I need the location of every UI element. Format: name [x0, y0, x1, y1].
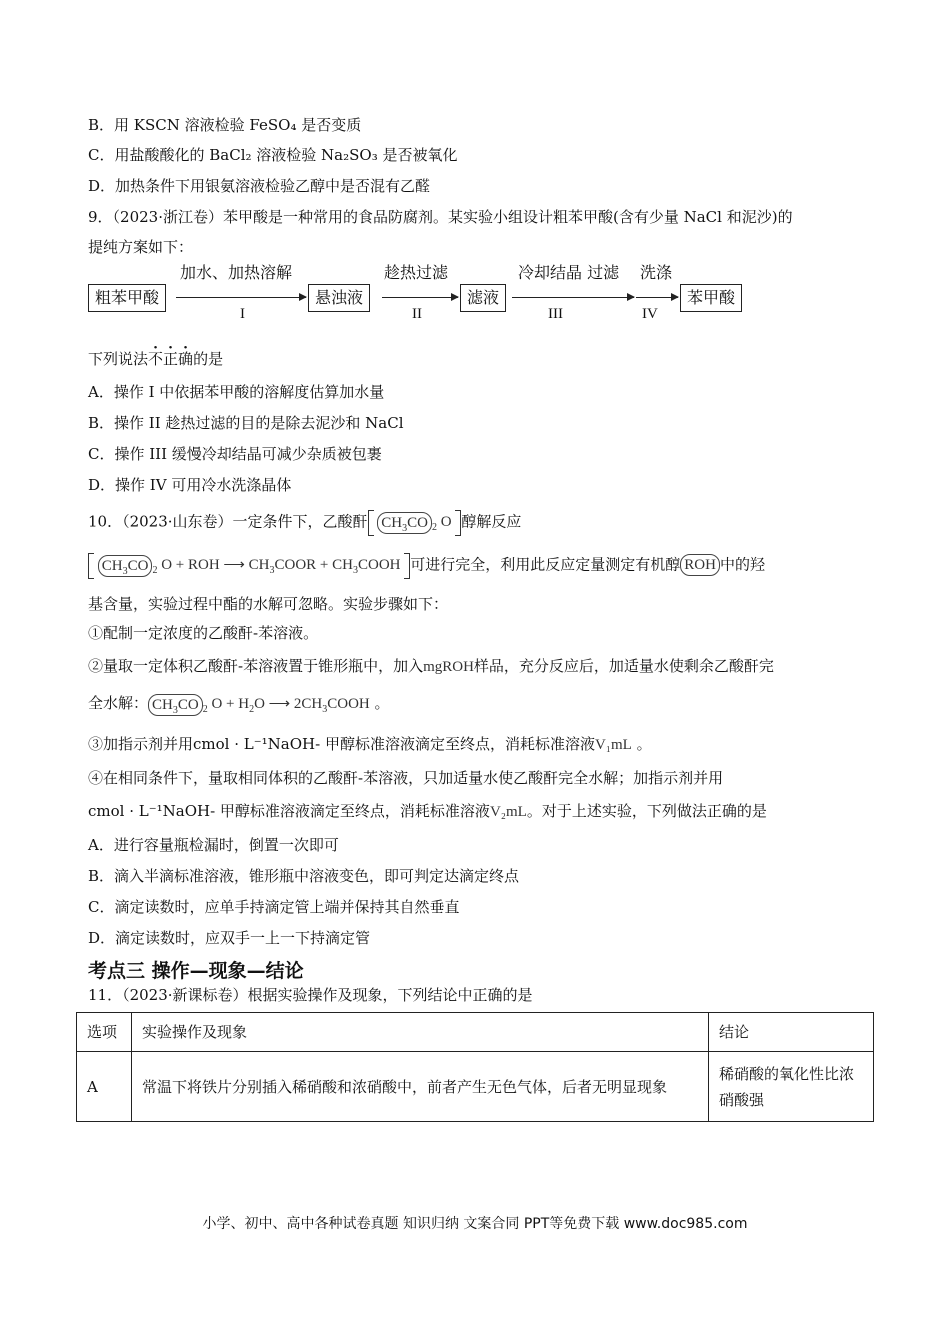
q10-stem-text-4: 中的羟: [719, 555, 765, 574]
q10-step3-reagent: cmol · L⁻¹NaOH- 甲醇标准溶液滴定至终点，消耗标准溶液: [193, 735, 595, 753]
flow-num-step3: III: [548, 306, 563, 322]
q10-step4-text: 。对于上述实验，下列做法正确的是: [526, 802, 767, 820]
q10-stem-line3: 基含量，实验过程中酯的水解可忽略。实验步骤如下：: [88, 595, 449, 613]
flow-num-step4: IV: [642, 306, 658, 322]
q11-stem: 11．（2023·新课标卷）根据实验操作及现象，下列结论中正确的是: [88, 986, 533, 1004]
flow-num-step1: I: [240, 306, 245, 322]
q9-question: [88, 348, 223, 370]
q10-step4-line1: ④在相同条件下，量取相同体积的乙酸酐-苯溶液，只加适量水使乙酸酐完全水解；加指示剂并用: [88, 769, 724, 787]
formula-hydrolysis-reaction: $CH_3CO$ $_2$ $O + H_2O$ ⟶ $2CH_3COOH$: [148, 696, 370, 712]
q9-option-d: D．操作 IV 可用冷水洗涤晶体: [88, 476, 292, 494]
table-header-operation: 实验操作及现象: [132, 1013, 709, 1052]
q10-step2-text-3: 全水解：: [88, 694, 149, 712]
q10-step2-text-2: 样品，充分反应后，加适量水使剩余乙酸酐完: [473, 657, 774, 675]
flow-label-step3: 冷却结晶 过滤: [518, 263, 620, 282]
q10-step3-text: ③加指示剂并用: [88, 735, 194, 753]
flow-arrow-3: [512, 297, 634, 298]
q10-stem-line1: [88, 510, 521, 539]
q11-table: [76, 1012, 874, 1122]
q10-option-c: C．滴定读数时，应单手持滴定管上端并保持其自然垂直: [88, 898, 460, 916]
q10-stem-line2: [88, 553, 765, 582]
q10-stem-text-3: 可进行完全，利用此反应定量测定有机醇: [410, 555, 681, 574]
q9-question-pre: 下列说法: [88, 350, 149, 368]
flow-num-step2: II: [412, 306, 422, 322]
q9-stem-line1: 9．（2023·浙江卷）苯甲酸是一种常用的食品防腐剂。某实验小组设计粗苯甲酸(含有少量 NaCl 和泥沙)的: [88, 208, 793, 226]
q10-step3: ③加指示剂并用cmol · L⁻¹NaOH- 甲醇标准溶液滴定至终点，消耗标准溶液V₁mL 。: [88, 735, 652, 753]
formula-alcoholysis-reaction: $CH_3CO$ $_2$ O + ROH ⟶ $CH_3COOR$ + $CH_3COOH$: [88, 557, 410, 573]
q10-option-a: A．进行容量瓶检漏时，倒置一次即可: [88, 836, 339, 854]
table-row: [77, 1052, 874, 1122]
q8-option-b: B．用 KSCN 溶液检验 FeSO₄ 是否变质: [88, 116, 362, 134]
q10-option-b: B．滴入半滴标准溶液，锥形瓶中溶液变色，即可判定达滴定终点: [88, 867, 520, 885]
flow-arrow-1: [176, 297, 306, 298]
q8-option-c: C．用盐酸酸化的 BaCl₂ 溶液检验 Na₂SO₃ 是否被氧化: [88, 146, 458, 164]
q9-flow-diagram: [88, 264, 758, 324]
table-header-option: 选项: [77, 1013, 132, 1052]
q10-step4-reagent: cmol · L⁻¹NaOH- 甲醇标准溶液滴定至终点，消耗标准溶液: [88, 802, 490, 820]
q10-step2-text: ②量取一定体积乙酸酐-苯溶液置于锥形瓶中，加入: [88, 657, 424, 675]
q9-question-emphasis: 不正确: [148, 350, 194, 368]
q9-option-c: C．操作 III 缓慢冷却结晶可减少杂质被包裹: [88, 445, 382, 463]
q9-option-b: B．操作 II 趁热过滤的目的是除去泥沙和 NaCl: [88, 414, 404, 432]
q9-option-a: A．操作 I 中依据苯甲酸的溶解度估算加水量: [88, 383, 385, 401]
formula-roh: ROH: [680, 554, 720, 576]
q10-step1: ①配制一定浓度的乙酸酐-苯溶液。: [88, 624, 319, 642]
flow-label-step2: 趁热过滤: [384, 263, 449, 282]
formula-acetic-anhydride: $CH_3CO$ $_2$ O: [368, 514, 462, 530]
q10-stem-text: 10．（2023·山东卷）一定条件下，乙酸酐: [88, 512, 368, 531]
q8-option-d: D．加热条件下用银氨溶液检验乙醇中是否混有乙醛: [88, 177, 431, 195]
q10-step3-volume: V₁mL: [594, 737, 632, 753]
q10-step2-sample: mgROH: [423, 659, 474, 675]
flow-arrow-2: [382, 297, 458, 298]
flow-label-step4: 洗涤: [640, 263, 673, 282]
flow-arrow-4: [636, 297, 678, 298]
q10-option-d: D．滴定读数时，应双手一上一下持滴定管: [88, 929, 371, 947]
q10-step4-line2: [88, 800, 767, 823]
footer: 小学、初中、高中各种试卷真题 知识归纳 文案合同 PPT等免费下载 www.doc985.com: [202, 1216, 748, 1232]
section-title: 考点三 操作—现象—结论: [88, 960, 304, 982]
q10-step2-line2: 全水解： $CH_3CO$ $_2$ $O + H_2O$ ⟶ $2CH_3COOH$ 。: [88, 694, 390, 716]
flow-box-suspension: 悬浊液: [308, 284, 370, 312]
q9-question-post: 的是: [193, 350, 224, 368]
table-header-conclusion: 结论: [709, 1013, 874, 1052]
table-header-row: [77, 1013, 874, 1052]
table-cell-operation: 常温下将铁片分别插入稀硝酸和浓硝酸中，前者产生无色气体，后者无明显现象: [132, 1052, 709, 1122]
table-cell-conclusion: 稀硝酸的氧化性比浓硝酸强: [709, 1052, 874, 1122]
q10-step2-line1: [88, 655, 774, 678]
flow-box-filtrate: 滤液: [460, 284, 506, 312]
q9-stem-line2: 提纯方案如下：: [88, 238, 194, 256]
q10-stem-text-2: 醇解反应: [461, 512, 522, 531]
flow-box-benzoic-acid: 苯甲酸: [680, 284, 742, 312]
table-cell-option: A: [77, 1052, 132, 1122]
q10-step4-volume: V₂mL: [489, 804, 527, 820]
flow-box-crude-acid: 粗苯甲酸: [88, 284, 166, 312]
flow-label-step1: 加水、加热溶解: [180, 263, 293, 282]
